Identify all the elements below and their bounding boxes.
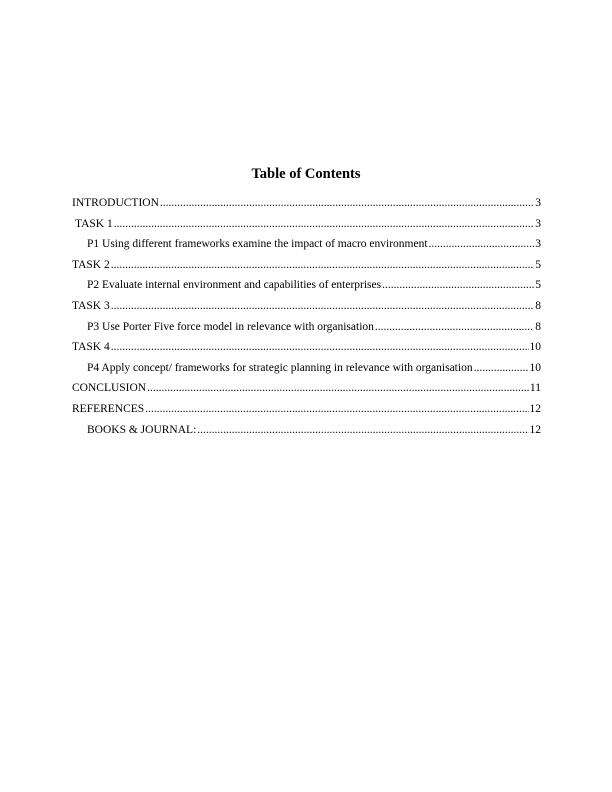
toc-leader-dots — [382, 277, 534, 293]
toc-entry-label: P2 Evaluate internal environment and capabilities of enterprises — [87, 279, 382, 292]
toc-leader-dots — [114, 216, 535, 232]
toc-leader-dots — [429, 236, 535, 252]
toc-entry-label: INTRODUCTION — [72, 197, 159, 209]
toc-entry-label: P3 Use Porter Five force model in relevance with organisation — [87, 320, 374, 333]
toc-entry-label: TASK 4 — [72, 341, 110, 354]
toc-list — [72, 195, 541, 442]
toc-entry-books-journal[interactable] — [72, 422, 541, 443]
toc-entry-page: 12 — [529, 423, 541, 436]
toc-entry-task-1[interactable] — [72, 216, 541, 237]
toc-entry-label: REFERENCES — [72, 402, 145, 415]
toc-entry-p4[interactable] — [72, 360, 541, 381]
toc-leader-dots — [375, 319, 534, 335]
toc-entry-page: 11 — [529, 382, 541, 395]
toc-leader-dots — [145, 401, 528, 417]
toc-entry-page: 10 — [529, 341, 541, 354]
toc-leader-dots — [160, 195, 534, 211]
toc-entry-p2[interactable] — [72, 277, 541, 298]
toc-entry-label: BOOKS & JOURNAL: — [87, 423, 197, 436]
toc-entry-page: 12 — [529, 402, 541, 415]
toc-entry-page: 3 — [535, 217, 541, 230]
toc-leader-dots — [474, 360, 529, 376]
toc-entry-page: 10 — [529, 361, 541, 374]
toc-entry-page: 3 — [535, 238, 541, 251]
toc-entry-page: 5 — [535, 279, 541, 292]
toc-entry-page: 3 — [535, 197, 541, 209]
toc-entry-label: TASK 2 — [72, 258, 110, 271]
toc-leader-dots — [111, 339, 529, 355]
toc-entry-label: P1 Using different frameworks examine the impact of macro environment — [87, 238, 428, 251]
toc-entry-p1[interactable] — [72, 236, 541, 257]
toc-entry-page: 5 — [535, 258, 541, 271]
toc-entry-label: TASK 3 — [72, 299, 110, 312]
toc-entry-label: CONCLUSION — [72, 382, 147, 395]
toc-entry-task-4[interactable] — [72, 339, 541, 360]
toc-leader-dots — [197, 422, 528, 438]
toc-entry-conclusion[interactable] — [72, 380, 541, 401]
toc-entry-page: 8 — [535, 299, 541, 312]
toc-entry-references[interactable] — [72, 401, 541, 422]
toc-leader-dots — [111, 257, 535, 273]
toc-entry-introduction[interactable] — [72, 195, 541, 216]
toc-leader-dots — [147, 380, 529, 396]
toc-entry-p3[interactable] — [72, 319, 541, 340]
toc-title: Table of Contents — [251, 166, 361, 182]
toc-entry-page: 8 — [535, 320, 541, 333]
toc-entry-task-3[interactable] — [72, 298, 541, 319]
toc-entry-label: TASK 1 — [75, 217, 113, 230]
toc-entry-task-2[interactable] — [72, 257, 541, 278]
toc-entry-label: P4 Apply concept/ frameworks for strategic planning in relevance with organisation — [87, 361, 473, 374]
toc-leader-dots — [111, 298, 535, 314]
